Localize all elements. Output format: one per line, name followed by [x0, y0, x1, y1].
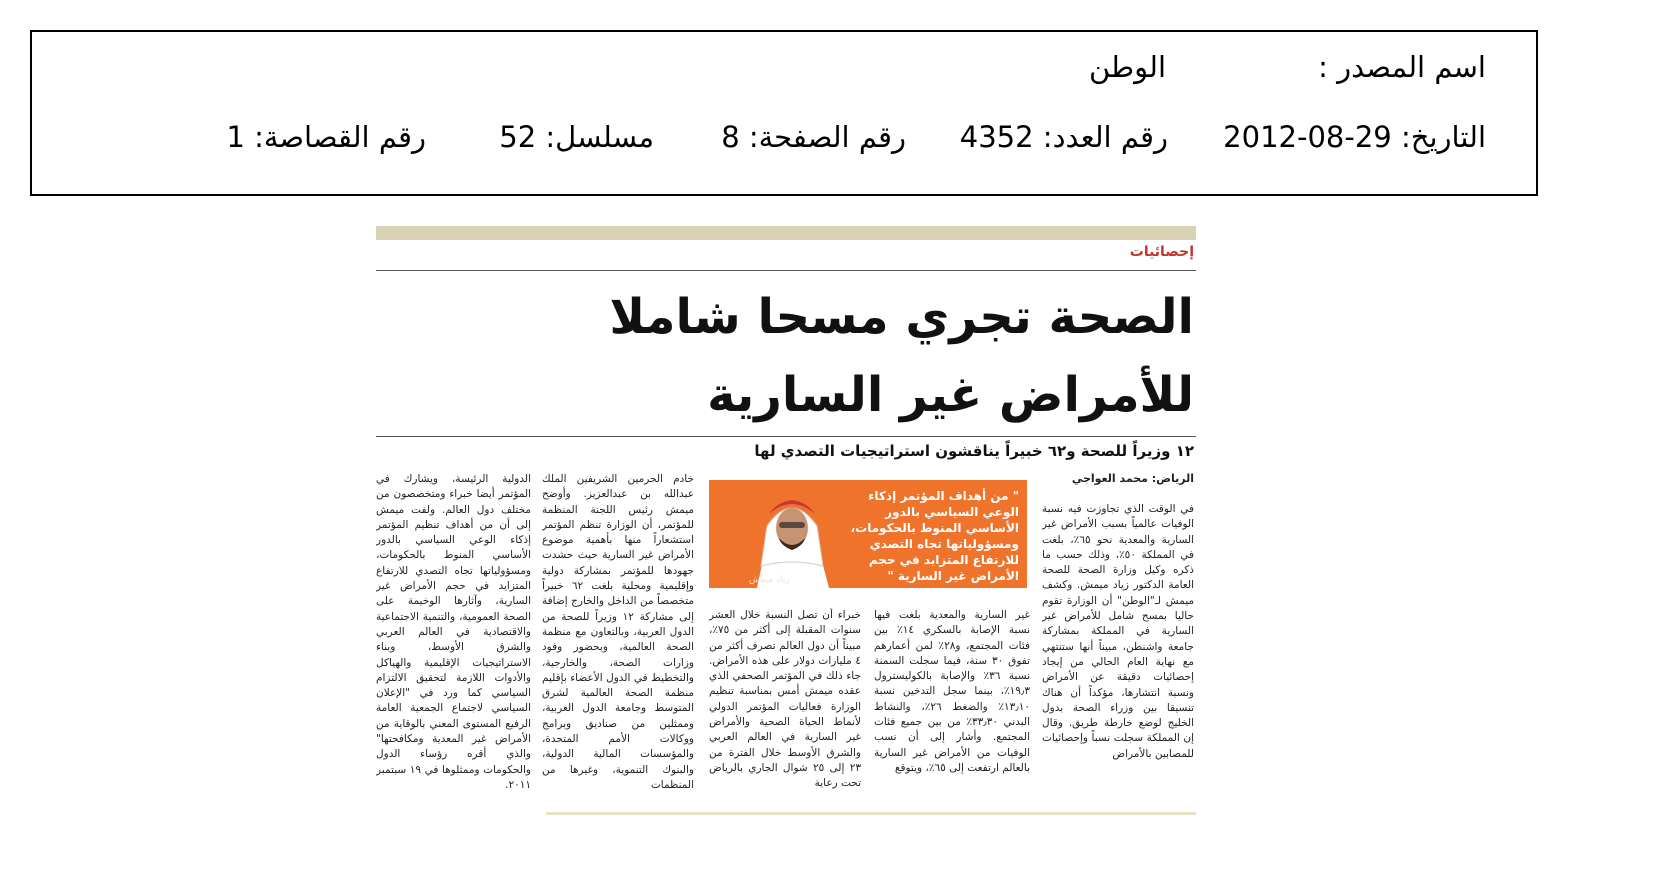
pull-quote-text: " من أهداف المؤتمر إذكاء الوعي السياسي بالدور الأساسي المنوط بالحكومات، ومسؤولياتها تجاه التصدي للارتفاع المتزايد في حجم الأمراض غير السارية " [850, 489, 1019, 583]
article-column-1: في الوقت الذي تجاوزت فيه نسبة الوفيات عالمياً بسبب الأمراض غير السارية والمعدية نحو ٦٥٪، بلغت في المملكة ٥٠٪، وذلك حسب ما ذكره وكيل وزارة الصحة للصحة العامة الدكتور زياد ميمش. وكشف ميمش لـ"الوطن" أن الوزارة تقوم حاليا بمسح شامل للأمراض غير السارية في المملكة بمشاركة جامعة واشنطن، مبيناً أنها ستنتهي مع نهاية العام الحالي من إيجاد إحصائيات دقيقة عن الأمراض ونسبة انتشارها، مؤكداً أن هناك تنسيقا بين وزراء الصحة بدول الخليج لوضع خارطة طريق. وقال إن المملكة سجلت نسباً وإحصائيات للمصابين بالأمراض [1042, 503, 1194, 760]
source-label: اسم المصدر : [1318, 50, 1486, 84]
top-color-bar [376, 226, 1196, 240]
bottom-color-rule [546, 812, 1196, 815]
article-column-4: خادم الحرمين الشريفين الملك عبدالله بن عبدالعزيز. وأوضح ميمش رئيس اللجنة المنظمة للمؤتمر، أن الوزارة تنظم المؤتمر استشعاراً منها بأهمية موضوع الأمراض غير السارية حيث حشدت جهودها للمؤتمر بمشاركة دولية وإقليمية ومحلية بلغت ٦٢ خبيراً متخصصاً من الداخل والخارج إضافة إلى مشاركة ١٢ وزيراً للصحة من الدول العربية، وبالتعاون مع منظمة الصحة العالمية، وبحضور وفود وزارات الصحة، والخارجية، والتخطيط في الدول الأعضاء بإقليم منظمة الصحة العالمية لشرق المتوسط وجامعة الدول العربية، وممثلين من صناديق وبرامج ووكالات الأمم المتحدة، والمؤسسات المالية الدولية، والبنوك التنموية، وغيرها من المنظمات [542, 473, 694, 791]
date-field: التاريخ: 29-08-2012 [1223, 120, 1486, 154]
byline: الرياض: محمد العواجي [1071, 472, 1194, 485]
newspaper-clipping [376, 226, 1196, 816]
article-column-2: غير السارية والمعدية بلغت فيها نسبة الإصابة بالسكري ١٤٪ بين فئات المجتمع، و٢٨٪ لمن أعمارهم تفوق ٣٠ سنة، فيما سجلت السمنة نسبة ٣٦٪ والإصابة بالكوليسترول ١٩٫٣٪، بينما سجل التدخين نسبة ١٣٫١٠٪ والضغط ٢٦٪، والنشاط البدني ٣٣٫٣٠٪ من بين جميع فئات المجتمع. وأشار إلى أن نسب الوفيات من الأمراض غير السارية بالعالم ارتفعت إلى ٦٥٪، ويتوقع [874, 609, 1030, 774]
section-rule [376, 270, 1196, 271]
photo-caption: زياد ميمش [749, 575, 790, 585]
page-number: رقم الصفحة: 8 [721, 120, 906, 154]
article-column-5: الدولية الرئيسة، ويشارك في المؤتمر أيضا خبراء ومتخصصون من مختلف دول العالم. ولفت ميمش إلى أن من أهداف تنظيم المؤتمر إذكاء الوعي السياسي بالدور الأساسي المنوط بالحكومات، ومسؤولياتها تجاه التصدي للارتفاع المتزايد في حجم الأمراض غير السارية، وآثارها الوخيمة على الصحة العمومية، والتنمية الاجتماعية والاقتصادية في العالم العربي والشرق الأوسط، وبناء الاستراتيجيات الإقليمية والهياكل والأدوات اللازمة لتحقيق الالتزام السياسي كما ورد في "الإعلان السياسي لاجتماع الجمعية العامة الرفيع المستوى المعني بالوقاية من الأمراض غير المعدية ومكافحتها" والذي أقره رؤساء الدول والحكومات وممثلوها في ١٩ سبتمبر ٢٠١١. [376, 473, 531, 791]
subheadline: ١٢ وزيراً للصحة و٦٢ خبيراً يناقشون استراتيجيات التصدي لها [754, 442, 1194, 460]
headline: الصحة تجري مسحا شاملا للأمراض غير السارية [609, 289, 1194, 423]
headline-rule [376, 436, 1196, 437]
issue-number: رقم العدد: 4352 [959, 120, 1168, 154]
section-label: إحصائيات [1129, 244, 1194, 260]
clipping-header-box [30, 30, 1538, 196]
article-column-3: خبراء أن تصل النسبة خلال العشر سنوات المقبلة إلى أكثر من ٧٥٪، مبيناً أن دول العالم تصرف أكثر من ٤ مليارات دولار على هذه الأمراض. جاء ذلك في المؤتمر الصحفي الذي عقده ميمش أمس بمناسبة تنظيم الوزارة فعاليات المؤتمر الدولي لأنماط الحياة الصحية والأمراض غير السارية في العالم العربي والشرق الأوسط خلال الفترة من ٢٣ إلى ٢٥ شوال الجاري بالرياض تحت رعاية [709, 609, 861, 790]
source-value: الوطن [1088, 50, 1166, 84]
pull-quote-box [709, 480, 1027, 588]
clip-number: رقم القصاصة: 1 [226, 120, 426, 154]
serial-number: مسلسل: 52 [499, 120, 654, 154]
